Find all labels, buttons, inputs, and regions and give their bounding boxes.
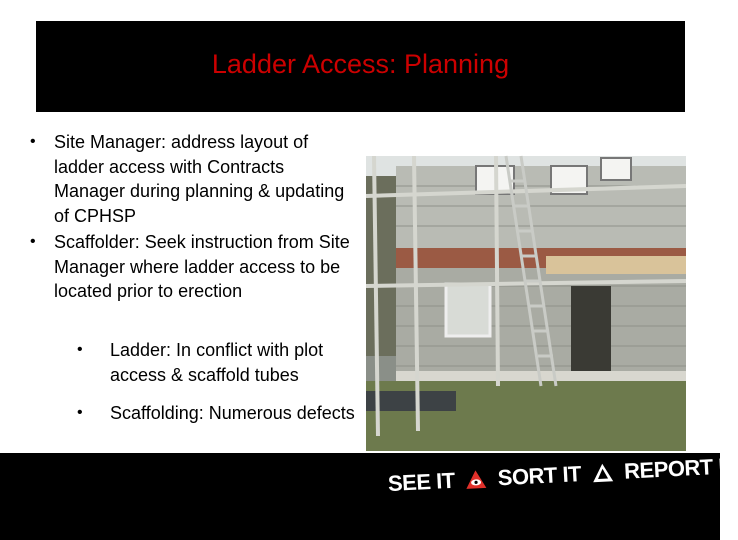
bullet-item <box>30 230 360 304</box>
slogan-sort-it: SORT IT <box>497 461 582 491</box>
bullet-text: Scaffolder: Seek instruction from Site Manager where ladder access to be located prior to erection <box>54 232 350 301</box>
bullet-dot: • <box>77 341 83 358</box>
slogan-report-it: REPORT IT <box>623 452 738 484</box>
sub-bullet-item <box>77 338 367 387</box>
sub-bullet-item <box>77 401 367 426</box>
sub-bullet-list <box>77 338 367 440</box>
sub-bullet-text: Ladder: In conflict with plot access & scaffold tubes <box>110 340 324 385</box>
bullet-dot: • <box>30 133 36 150</box>
bullet-text: Site Manager: address layout of ladder access with Contracts Manager during planning & updating of CPHSP <box>54 132 345 226</box>
photo-illustration <box>366 156 686 451</box>
slide-title: Ladder Access: Planning <box>211 49 510 79</box>
bullet-dot: • <box>30 233 36 250</box>
eye-triangle-icon <box>465 469 488 490</box>
title-bar <box>36 21 685 112</box>
sub-bullet-text: Scaffolding: Numerous defects <box>110 403 355 423</box>
bullet-item <box>30 130 360 228</box>
bullet-list <box>30 130 360 306</box>
recycle-triangle-icon <box>591 462 614 483</box>
slogan-see-it: SEE IT <box>387 467 456 497</box>
house-scaffolding-photo <box>366 156 686 451</box>
bullet-dot: • <box>77 404 83 421</box>
